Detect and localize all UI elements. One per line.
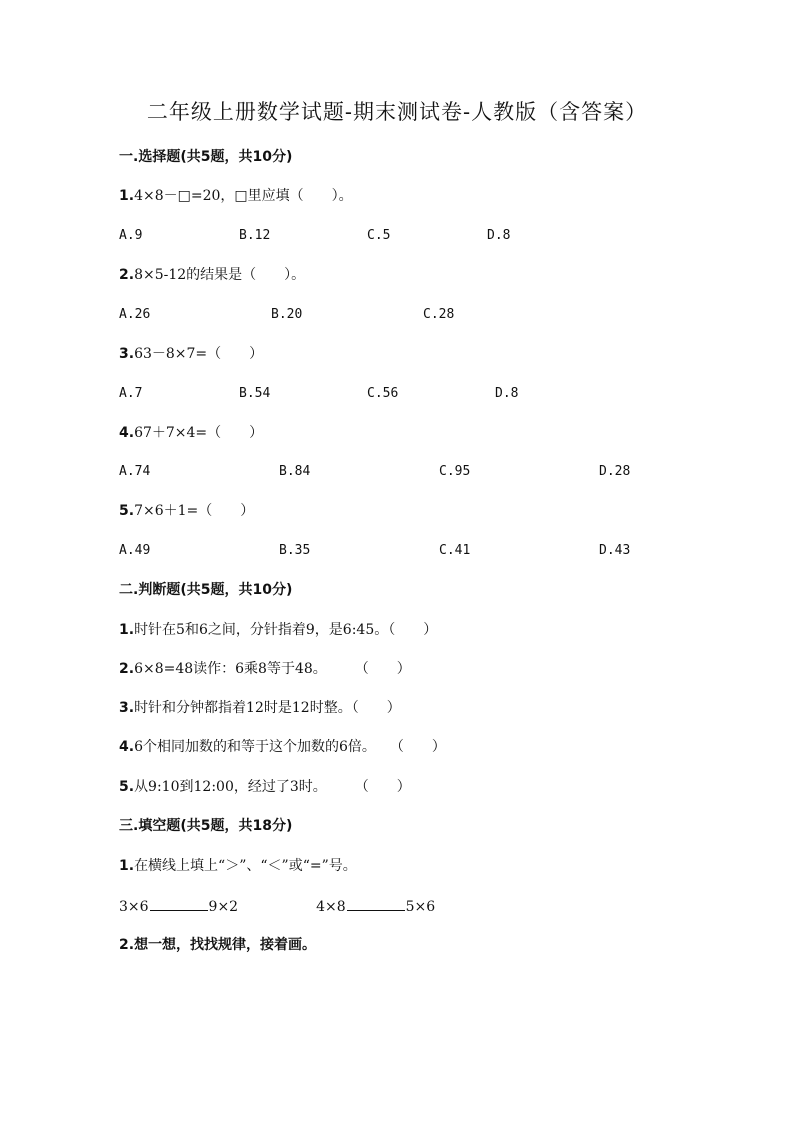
question-number: 2. [119,661,135,677]
option-a: A.26 [119,307,151,322]
option-c: C.5 [367,228,391,243]
option-b: B.54 [239,386,271,401]
question-text: 时针和分钟都指着12时是12时整。（ ） [134,700,401,716]
answer-blank[interactable] [150,896,208,911]
question-number: 2. [119,267,135,283]
choice-options-5 [119,541,679,561]
fill-question-1-expressions [119,896,435,917]
option-d: D.8 [487,228,511,243]
choice-question-2 [119,265,305,285]
question-text: 7×6＋1=（ ） [134,503,255,519]
judge-question-1 [119,620,437,640]
question-number: 1. [119,858,135,874]
answer-blank[interactable] [347,896,405,911]
question-text: 想一想，找找规律，接着画。 [134,937,317,953]
option-d: D.28 [599,464,631,479]
question-number: 1. [119,622,135,638]
choice-question-4 [119,423,263,443]
option-c: C.95 [439,464,471,479]
choice-question-1 [119,186,353,206]
option-b: B.84 [279,464,311,479]
choice-question-5 [119,501,254,521]
section-heading-judge: 二.判断题(共5题，共10分) [119,582,293,598]
option-c: C.41 [439,543,471,558]
judge-question-5 [119,777,411,797]
option-c: C.28 [423,307,455,322]
fill-question-2 [119,935,316,955]
section-heading-fill: 三.填空题(共5题，共18分) [119,818,293,834]
option-c: C.56 [367,386,399,401]
question-text: 时针在5和6之间，分针指着9，是6:45。（ ） [134,622,438,638]
option-a: A.9 [119,228,143,243]
question-number: 2. [119,937,135,953]
option-a: A.7 [119,386,143,401]
expression-left: 4×8 [316,899,346,915]
choice-options-4 [119,462,679,482]
question-number: 5. [119,779,135,795]
option-b: B.12 [239,228,271,243]
option-b: B.20 [271,307,303,322]
question-text: 6个相同加数的和等于这个加数的6倍。 （ ） [134,739,446,755]
expression-right: 9×2 [208,899,239,915]
option-b: B.35 [279,543,311,558]
question-text: 6×8=48读作：6乘8等于48。 （ ） [134,661,411,677]
question-number: 3. [119,346,135,362]
question-text: 从9:10到12:00，经过了3时。 （ ） [134,779,411,795]
question-text: 63－8×7=（ ） [134,346,264,362]
question-number: 1. [119,188,135,204]
fill-question-1 [119,856,357,876]
page-title: 二年级上册数学试题-期末测试卷-人教版（含答案） [146,100,648,124]
judge-question-4 [119,737,446,757]
choice-question-3 [119,344,263,364]
question-number: 4. [119,739,135,755]
question-number: 4. [119,425,135,441]
section-heading-choice: 一.选择题(共5题，共10分) [119,149,293,165]
option-d: D.8 [495,386,519,401]
choice-options-3 [119,384,679,404]
option-d: D.43 [599,543,631,558]
question-text: 4×8－□=20，□里应填（ ）。 [134,188,353,204]
question-text: 在横线上填上“＞”、“＜”或“=”号。 [134,858,357,874]
judge-question-3 [119,698,401,718]
judge-question-2 [119,659,411,679]
choice-options-2 [119,305,679,325]
expression-right: 5×6 [405,899,436,915]
question-text: 67＋7×4=（ ） [134,425,264,441]
question-number: 5. [119,503,135,519]
question-number: 3. [119,700,135,716]
choice-options-1 [119,226,679,246]
expression-left: 3×6 [119,899,149,915]
option-a: A.49 [119,543,151,558]
option-a: A.74 [119,464,151,479]
question-text: 8×5-12的结果是（ ）。 [134,267,306,283]
